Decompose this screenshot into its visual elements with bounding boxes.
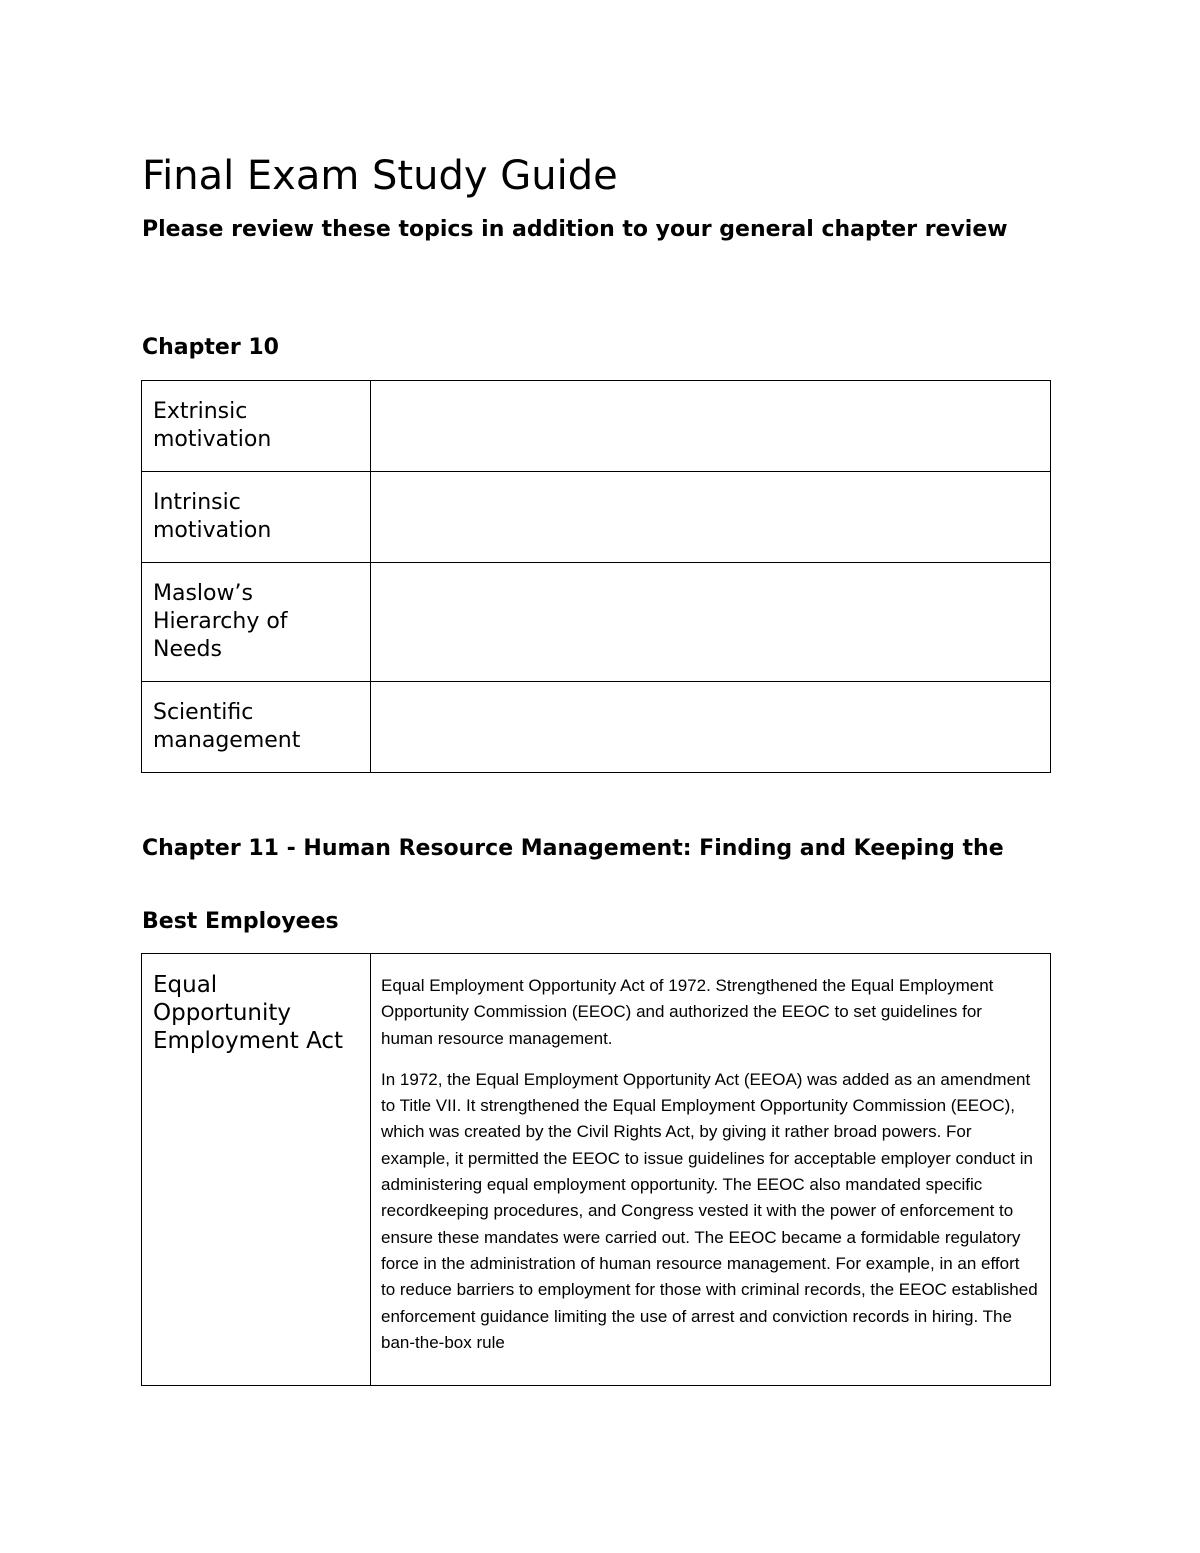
table-row (142, 954, 1051, 1386)
term-label: Equal Opportunity Employment Act (153, 972, 344, 1054)
definition-cell[interactable] (371, 472, 1051, 563)
definition-cell[interactable] (371, 381, 1051, 472)
definition-text (371, 381, 1050, 398)
definition-text (371, 472, 1050, 489)
chapter-11-heading-line2: Best Employees (142, 909, 339, 934)
chapter-10-table (141, 380, 1051, 773)
term-label: Scientific management (153, 700, 301, 753)
table-row (142, 682, 1051, 773)
chapter-11-heading: Chapter 11 - Human Resource Management: Finding and Keeping the (142, 836, 1004, 861)
document-title: Final Exam Study Guide (142, 153, 618, 199)
definition-cell[interactable] (371, 682, 1051, 773)
term-cell (142, 563, 371, 682)
document-subtitle: Please review these topics in addition to your general chapter review (142, 217, 1008, 242)
term-cell (142, 381, 371, 472)
definition-text (371, 682, 1050, 699)
term-cell (142, 954, 371, 1386)
term-label: Intrinsic motivation (153, 490, 272, 543)
chapter-10-heading: Chapter 10 (142, 335, 279, 360)
definition-cell[interactable] (371, 563, 1051, 682)
table-row (142, 381, 1051, 472)
definition-cell[interactable] (371, 954, 1051, 1386)
term-label: Maslow’s Hierarchy of Needs (153, 581, 288, 662)
definition-paragraph: In 1972, the Equal Employment Opportunity Act (EEOA) was added as an amendment to Title VII. It strengthened the Equal Employment Opportunity Commission (EEOC), which was created by the Civil Rights Act, by giving it rather broad powers. For example, it permitted the EEOC to issue guidelines for acceptable employer conduct in administering equal employment opportunity. The EEOC also mandated specific recordkeeping procedures, and Congress vested it with the power of enforcement to ensure these mandates were carried out. The EEOC became a formidable regulatory force in the administration of human resource management. For example, in an effort to reduce barriers to employment for those with criminal records, the EEOC established enforcement guidance limiting the use of arrest and conviction records in hiring. The ban-the-box rule (381, 1069, 1038, 1352)
table-row (142, 563, 1051, 682)
term-label: Extrinsic motivation (153, 399, 272, 452)
definition-text (371, 563, 1050, 580)
definition-paragraph: Equal Employment Opportunity Act of 1972. Strengthened the Equal Employment Opportunity Commission (EEOC) and authorized the EEOC to set guidelines for human resource management. (381, 976, 994, 1048)
term-cell (142, 472, 371, 563)
chapter-11-table (141, 953, 1051, 1386)
definition-text (371, 954, 1050, 1356)
term-cell (142, 682, 371, 773)
table-row (142, 472, 1051, 563)
